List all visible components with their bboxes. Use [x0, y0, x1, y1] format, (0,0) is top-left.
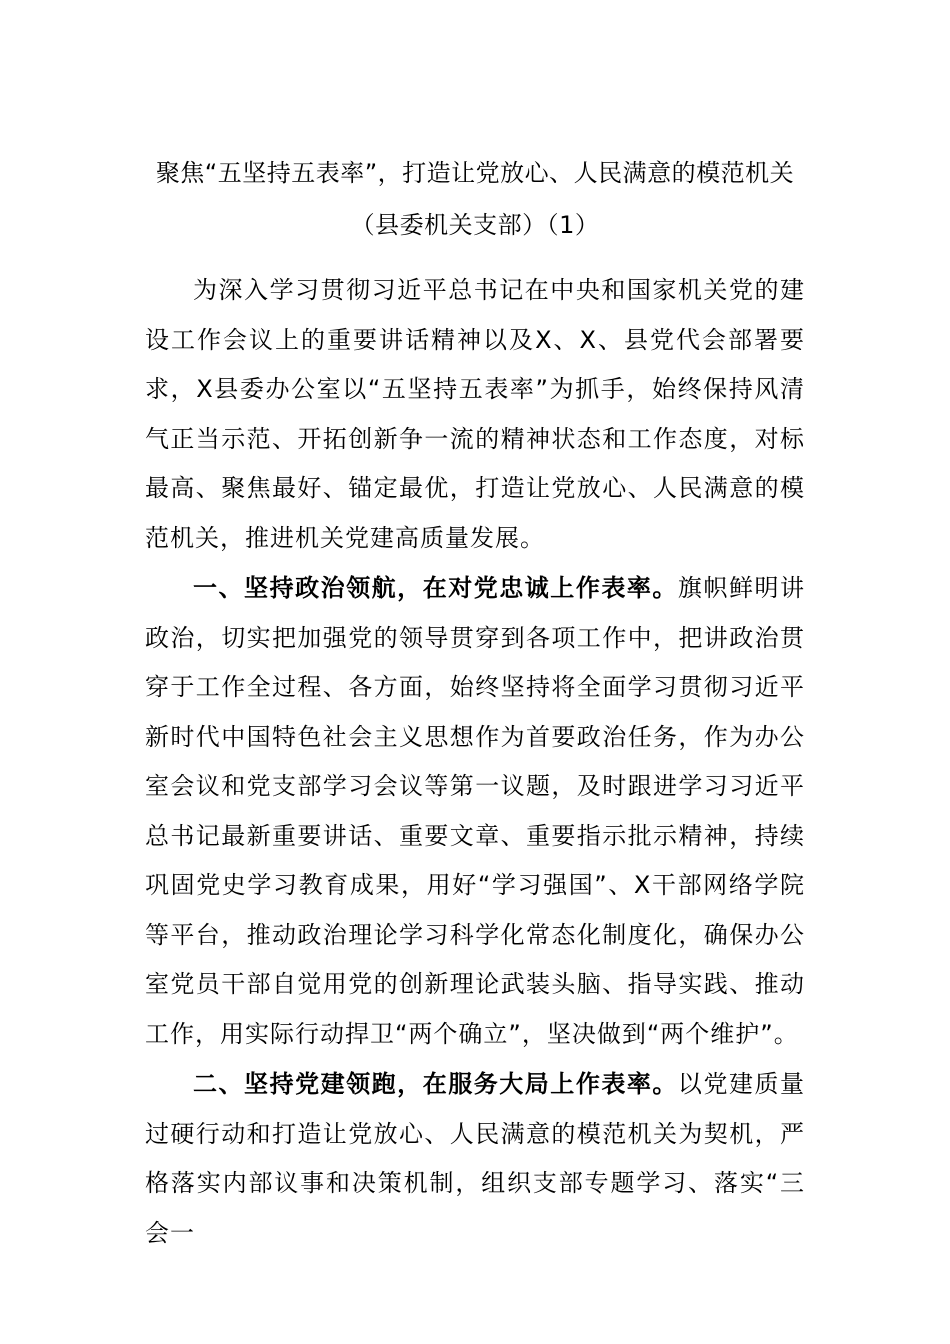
section-one-body: 旗帜鲜明讲政治，切实把加强党的领导贯穿到各项工作中，把讲政治贯穿于工作全过程、各方面，始终坚持将全面学习贯彻习近平新时代中国特色社会主义思想作为首要政治任务，作为办公室会议和党支部学习会议等第一议题，及时跟进学习习近平总书记最新重要讲话、重要文章、重要指示批示精神，持续巩固党史学习教育成果，用好“学习强国”、X干部网络学院等平台，推动政治理论学习科学化常态化制度化，确保办公室党员干部自觉用党的创新理论武装头脑、指导实践、推动工作，用实际行动捍卫“两个确立”，坚决做到“两个维护”。 [145, 574, 806, 1048]
section-two-body: 以党建质量过硬行动和打造让党放心、人民满意的模范机关为契机，严格落实内部议事和决策机制，组织支部专题学习、落实“三会一 [145, 1070, 806, 1247]
intro-paragraph [145, 266, 805, 563]
document-subtitle: （县委机关支部）（1） [350, 211, 600, 239]
section-one-paragraph [145, 564, 805, 1059]
paragraph-body: 为深入学习贯彻习近平总书记在中央和国家机关党的建设工作会议上的重要讲话精神以及X、X、县党代会部署要求，X县委办公室以“五坚持五表率”为抓手，始终保持风清气正当示范、开拓创新争一流的精神状态和工作态度，对标最高、聚焦最好、锚定最优，打造让党放心、人民满意的模范机关，推进机关党建高质量发展。 [145, 276, 805, 552]
section-two-paragraph [145, 1060, 805, 1258]
document-title: 聚焦“五坚持五表率”，打造让党放心、人民满意的模范机关 [155, 159, 795, 187]
section-one-heading: 一、坚持政治领航，在对党忠诚上作表率。 [193, 574, 678, 602]
section-two-heading: 二、坚持党建领跑，在服务大局上作表率。 [193, 1070, 678, 1098]
